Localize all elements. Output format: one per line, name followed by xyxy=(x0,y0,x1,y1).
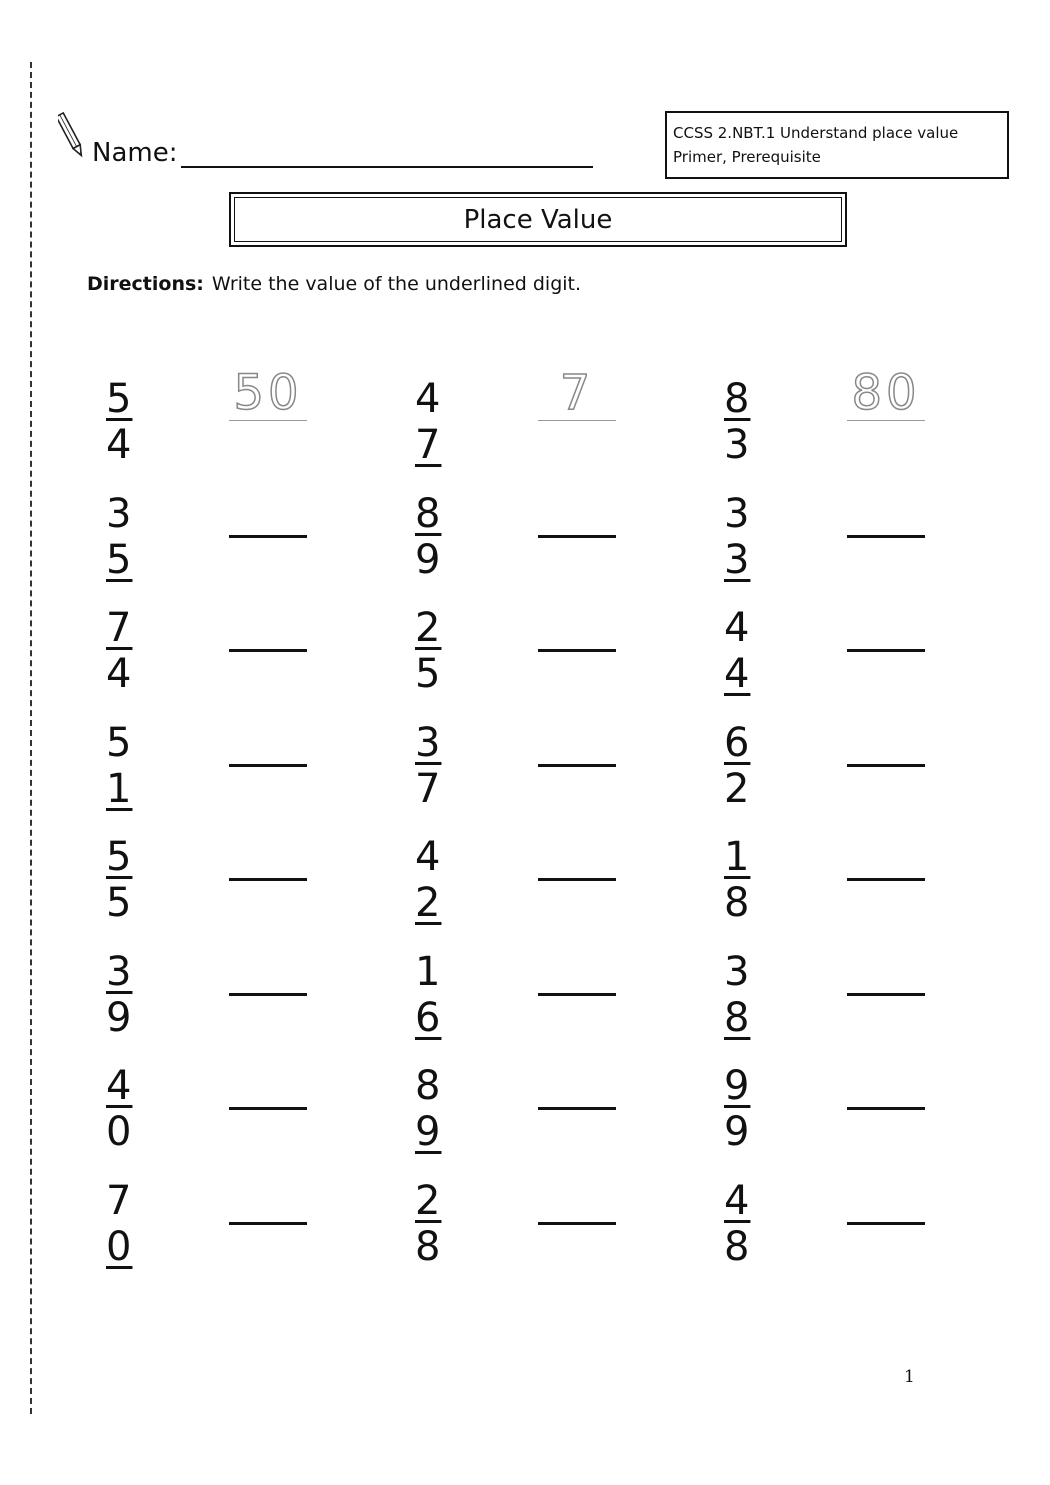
title-box xyxy=(229,192,847,247)
two-digit-number xyxy=(724,720,750,812)
ones-digit: 5 xyxy=(415,651,442,697)
underlined-ones-digit: 8 xyxy=(724,994,751,1041)
two-digit-number xyxy=(415,491,441,583)
tens-digit: 1 xyxy=(415,948,442,995)
two-digit-number xyxy=(724,491,750,583)
underlined-ones-digit: 4 xyxy=(724,651,751,697)
ones-digit: 9 xyxy=(415,536,442,583)
directions xyxy=(87,273,581,295)
traced-example-value: 50 xyxy=(233,365,303,421)
ones-digit: 9 xyxy=(106,994,133,1041)
two-digit-number xyxy=(106,491,132,583)
underlined-tens-digit: 3 xyxy=(106,948,133,995)
two-digit-number xyxy=(106,1063,132,1155)
answer-blank[interactable] xyxy=(847,1176,925,1225)
example-answer xyxy=(538,365,616,421)
answer-blank[interactable] xyxy=(847,832,925,881)
two-digit-number xyxy=(415,834,441,926)
two-digit-number xyxy=(106,834,132,926)
underlined-tens-digit: 5 xyxy=(106,376,133,422)
two-digit-number xyxy=(724,1063,750,1155)
problem-number xyxy=(106,834,132,926)
tens-digit: 7 xyxy=(106,1177,133,1224)
ones-digit: 8 xyxy=(724,1223,751,1270)
problem-number xyxy=(415,1178,441,1270)
tens-digit: 3 xyxy=(106,490,133,537)
underlined-ones-digit: 3 xyxy=(724,536,751,583)
underlined-tens-digit: 1 xyxy=(724,834,751,880)
underlined-tens-digit: 5 xyxy=(106,834,133,880)
ones-digit: 5 xyxy=(106,880,133,926)
underlined-ones-digit: 5 xyxy=(106,536,133,583)
name-input-line[interactable] xyxy=(181,138,593,168)
problem-number xyxy=(724,834,750,926)
ones-digit: 8 xyxy=(724,880,751,926)
two-digit-number xyxy=(415,605,441,697)
ones-digit: 3 xyxy=(724,422,751,468)
ones-digit: 0 xyxy=(106,1109,133,1155)
answer-blank[interactable] xyxy=(538,947,616,996)
problem-number xyxy=(106,605,132,697)
two-digit-number xyxy=(106,605,132,697)
underlined-tens-digit: 6 xyxy=(724,719,751,766)
two-digit-number xyxy=(724,376,750,468)
example-answer xyxy=(847,365,925,421)
name-label: Name: xyxy=(92,138,178,168)
underlined-ones-digit: 1 xyxy=(106,765,133,812)
two-digit-number xyxy=(415,720,441,812)
problem-number xyxy=(415,834,441,926)
directions-label: Directions: xyxy=(87,273,204,295)
ones-digit: 7 xyxy=(415,765,442,812)
answer-blank[interactable] xyxy=(538,718,616,767)
two-digit-number xyxy=(724,605,750,697)
two-digit-number xyxy=(106,720,132,812)
problem-number xyxy=(415,1063,441,1155)
answer-blank[interactable] xyxy=(538,603,616,652)
underlined-tens-digit: 4 xyxy=(106,1063,133,1109)
underlined-tens-digit: 4 xyxy=(724,1177,751,1224)
page-title: Place Value xyxy=(234,197,842,242)
problem-number xyxy=(106,949,132,1041)
problem-number xyxy=(415,491,441,583)
problem-number xyxy=(724,605,750,697)
underlined-tens-digit: 8 xyxy=(415,490,442,537)
answer-blank[interactable] xyxy=(538,1061,616,1110)
ones-digit: 9 xyxy=(724,1109,751,1155)
tens-digit: 4 xyxy=(415,376,442,422)
traced-example-value: 7 xyxy=(559,365,595,421)
ones-digit: 4 xyxy=(106,651,133,697)
underlined-ones-digit: 9 xyxy=(415,1109,442,1155)
problem-number xyxy=(415,949,441,1041)
answer-blank[interactable] xyxy=(229,718,307,767)
underlined-ones-digit: 6 xyxy=(415,994,442,1041)
directions-text: Write the value of the underlined digit. xyxy=(211,273,582,295)
problem-number xyxy=(106,1063,132,1155)
problem-number xyxy=(106,491,132,583)
problem-number xyxy=(724,491,750,583)
ones-digit: 4 xyxy=(106,422,133,468)
answer-blank[interactable] xyxy=(538,832,616,881)
problem-number xyxy=(724,1178,750,1270)
margin-guide-line xyxy=(30,62,32,1414)
pencil-icon xyxy=(58,108,84,164)
problem-number xyxy=(415,720,441,812)
problem-number xyxy=(724,720,750,812)
two-digit-number xyxy=(106,949,132,1041)
underlined-tens-digit: 8 xyxy=(724,376,751,422)
problem-number xyxy=(724,949,750,1041)
answer-blank[interactable] xyxy=(847,489,925,538)
tens-digit: 5 xyxy=(106,719,133,766)
answer-blank[interactable] xyxy=(229,489,307,538)
standards-line-2: Primer, Prerequisite xyxy=(673,148,821,166)
answer-blank[interactable] xyxy=(229,832,307,881)
tens-digit: 4 xyxy=(724,605,751,651)
problem-number xyxy=(724,1063,750,1155)
answer-blank[interactable] xyxy=(229,1176,307,1225)
underlined-tens-digit: 2 xyxy=(415,605,442,651)
two-digit-number xyxy=(415,376,441,468)
problem-number xyxy=(106,720,132,812)
problem-number xyxy=(724,376,750,468)
two-digit-number xyxy=(106,376,132,468)
traced-example-value: 80 xyxy=(851,365,921,421)
answer-blank[interactable] xyxy=(847,947,925,996)
two-digit-number xyxy=(724,1178,750,1270)
problem-number xyxy=(106,376,132,468)
problem-number xyxy=(415,376,441,468)
two-digit-number xyxy=(415,1178,441,1270)
example-answer xyxy=(229,365,307,421)
underlined-ones-digit: 2 xyxy=(415,880,442,926)
ones-digit: 2 xyxy=(724,765,751,812)
answer-blank[interactable] xyxy=(229,1061,307,1110)
problem-number xyxy=(106,1178,132,1270)
problem-number xyxy=(415,605,441,697)
tens-digit: 8 xyxy=(415,1063,442,1109)
two-digit-number xyxy=(724,949,750,1041)
tens-digit: 3 xyxy=(724,948,751,995)
underlined-ones-digit: 0 xyxy=(106,1223,133,1270)
tens-digit: 4 xyxy=(415,834,442,880)
standards-box xyxy=(665,111,1009,179)
two-digit-number xyxy=(415,1063,441,1155)
two-digit-number xyxy=(106,1178,132,1270)
underlined-tens-digit: 3 xyxy=(415,719,442,766)
answer-blank[interactable] xyxy=(538,489,616,538)
name-field xyxy=(92,138,593,168)
underlined-ones-digit: 7 xyxy=(415,422,442,468)
underlined-tens-digit: 9 xyxy=(724,1063,751,1109)
two-digit-number xyxy=(415,949,441,1041)
answer-blank[interactable] xyxy=(229,947,307,996)
answer-blank[interactable] xyxy=(847,718,925,767)
page-number: 1 xyxy=(904,1367,915,1387)
underlined-tens-digit: 2 xyxy=(415,1177,442,1224)
answer-blank[interactable] xyxy=(847,1061,925,1110)
ones-digit: 8 xyxy=(415,1223,442,1270)
answer-blank[interactable] xyxy=(847,603,925,652)
standards-line-1: CCSS 2.NBT.1 Understand place value xyxy=(673,124,959,142)
underlined-tens-digit: 7 xyxy=(106,605,133,651)
answer-blank[interactable] xyxy=(538,1176,616,1225)
two-digit-number xyxy=(724,834,750,926)
answer-blank[interactable] xyxy=(229,603,307,652)
tens-digit: 3 xyxy=(724,490,751,537)
